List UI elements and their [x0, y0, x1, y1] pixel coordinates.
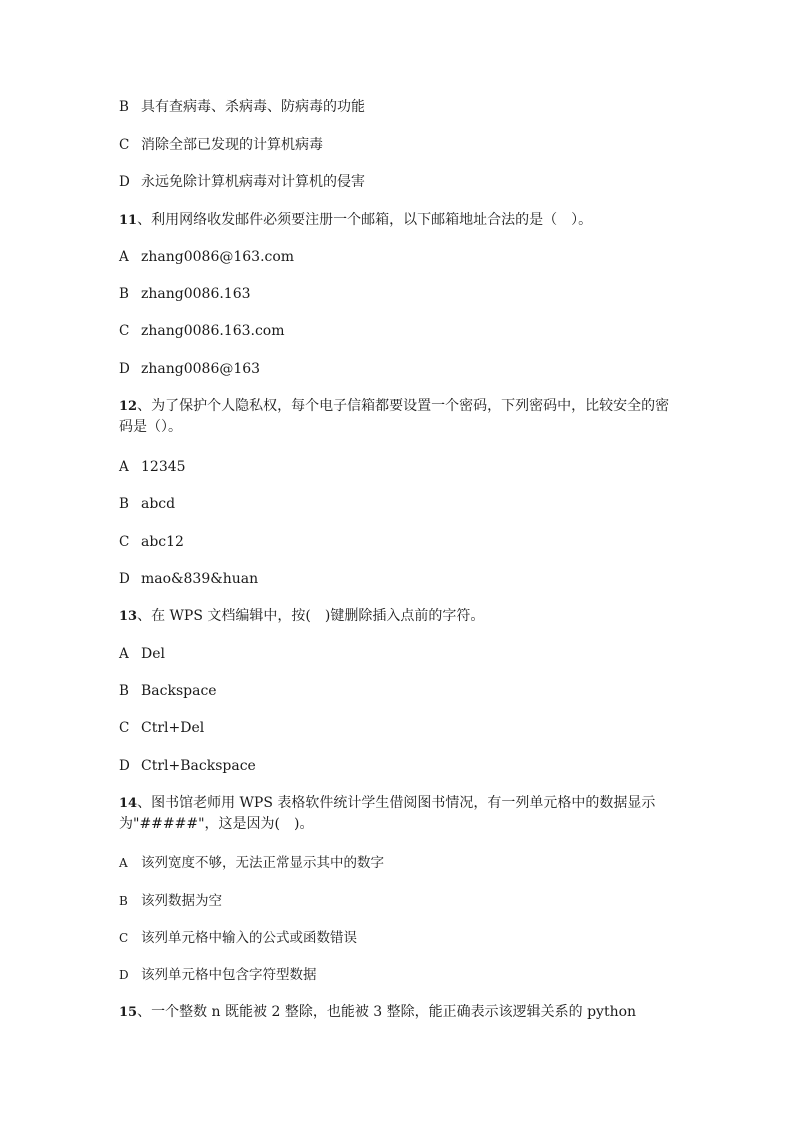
- question-text: 、图书馆老师用 WPS 表格软件统计学生借阅图书情况，有一列单元格中的数据显示为"#####"，这是因为( )。: [119, 795, 656, 832]
- option-text: 12345: [141, 459, 186, 475]
- question-number: 13: [119, 609, 138, 624]
- q11-option-c: [119, 321, 679, 341]
- question-text: 、在 WPS 文档编辑中，按( )键删除插入点前的字符。: [137, 608, 485, 624]
- q14-option-d: [119, 965, 679, 985]
- option-text: Ctrl+Backspace: [141, 758, 256, 774]
- q13-option-b: [119, 681, 679, 701]
- option-letter: C: [119, 534, 130, 550]
- option-text: 消除全部已发现的计算机病毒: [141, 137, 323, 153]
- q12-option-d: [119, 569, 679, 589]
- option-text: 该列宽度不够，无法正常显示其中的数字: [141, 855, 384, 871]
- question-11: [119, 210, 679, 231]
- option-text: 具有查病毒、杀病毒、防病毒的功能: [141, 99, 365, 115]
- option-text: zhang0086.163: [141, 286, 251, 302]
- option-text: Backspace: [141, 683, 217, 699]
- question-text: 、为了保护个人隐私权，每个电子信箱都要设置一个密码，下列密码中，比较安全的密码是（）。: [119, 398, 670, 435]
- option-text: 该列单元格中输入的公式或函数错误: [141, 930, 357, 946]
- option-letter: D: [119, 361, 130, 377]
- option-text: zhang0086.163.com: [141, 323, 285, 339]
- option-letter: C: [119, 720, 130, 736]
- option-text: abcd: [141, 496, 176, 512]
- question-text: 、利用网络收发邮件必须要注册一个邮箱，以下邮箱地址合法的是（ ）。: [137, 212, 593, 228]
- q14-option-b: [119, 891, 679, 911]
- option-letter: D: [119, 174, 130, 190]
- option-letter: B: [119, 496, 129, 512]
- option-letter: A: [119, 856, 128, 870]
- question-13: [119, 606, 679, 627]
- q13-option-a: [119, 644, 679, 664]
- option-letter: B: [119, 286, 129, 302]
- question-number: 15: [119, 1005, 138, 1020]
- option-text: Del: [141, 646, 165, 662]
- question-number: 14: [119, 796, 138, 811]
- q10-option-c: [119, 135, 679, 155]
- question-text: 、一个整数 n 既能被 2 整除，也能被 3 整除，能正确表示该逻辑关系的 python: [137, 1004, 637, 1020]
- option-text: 该列单元格中包含字符型数据: [141, 967, 317, 983]
- option-letter: C: [119, 931, 129, 945]
- question-15: [119, 1002, 679, 1023]
- q14-option-a: [119, 853, 679, 873]
- option-letter: D: [119, 758, 130, 774]
- option-letter: B: [119, 683, 129, 699]
- option-text: 永远免除计算机病毒对计算机的侵害: [141, 174, 365, 190]
- option-letter: D: [119, 571, 130, 587]
- q12-option-b: [119, 494, 679, 514]
- option-text: zhang0086@163: [141, 361, 261, 377]
- q11-option-a: [119, 247, 679, 267]
- q13-option-c: [119, 718, 679, 738]
- option-letter: C: [119, 323, 130, 339]
- option-letter: D: [119, 968, 129, 982]
- q10-option-d: [119, 172, 679, 192]
- option-letter: B: [119, 894, 128, 908]
- q12-option-c: [119, 532, 679, 552]
- option-text: mao&839&huan: [141, 571, 259, 587]
- option-text: abc12: [141, 534, 184, 550]
- option-text: zhang0086@163.com: [141, 249, 295, 265]
- option-letter: A: [119, 249, 129, 265]
- q12-option-a: [119, 457, 679, 477]
- q10-option-b: [119, 97, 679, 117]
- q13-option-d: [119, 756, 679, 776]
- question-number: 12: [119, 399, 138, 414]
- option-letter: B: [119, 99, 129, 115]
- question-number: 11: [119, 213, 138, 228]
- q11-option-d: [119, 359, 679, 379]
- option-letter: C: [119, 137, 130, 153]
- option-letter: A: [119, 646, 129, 662]
- q11-option-b: [119, 284, 679, 304]
- question-12: [119, 396, 679, 437]
- q14-option-c: [119, 928, 679, 948]
- question-14: [119, 793, 679, 834]
- option-text: 该列数据为空: [141, 893, 222, 909]
- option-text: Ctrl+Del: [141, 720, 205, 736]
- option-letter: A: [119, 459, 129, 475]
